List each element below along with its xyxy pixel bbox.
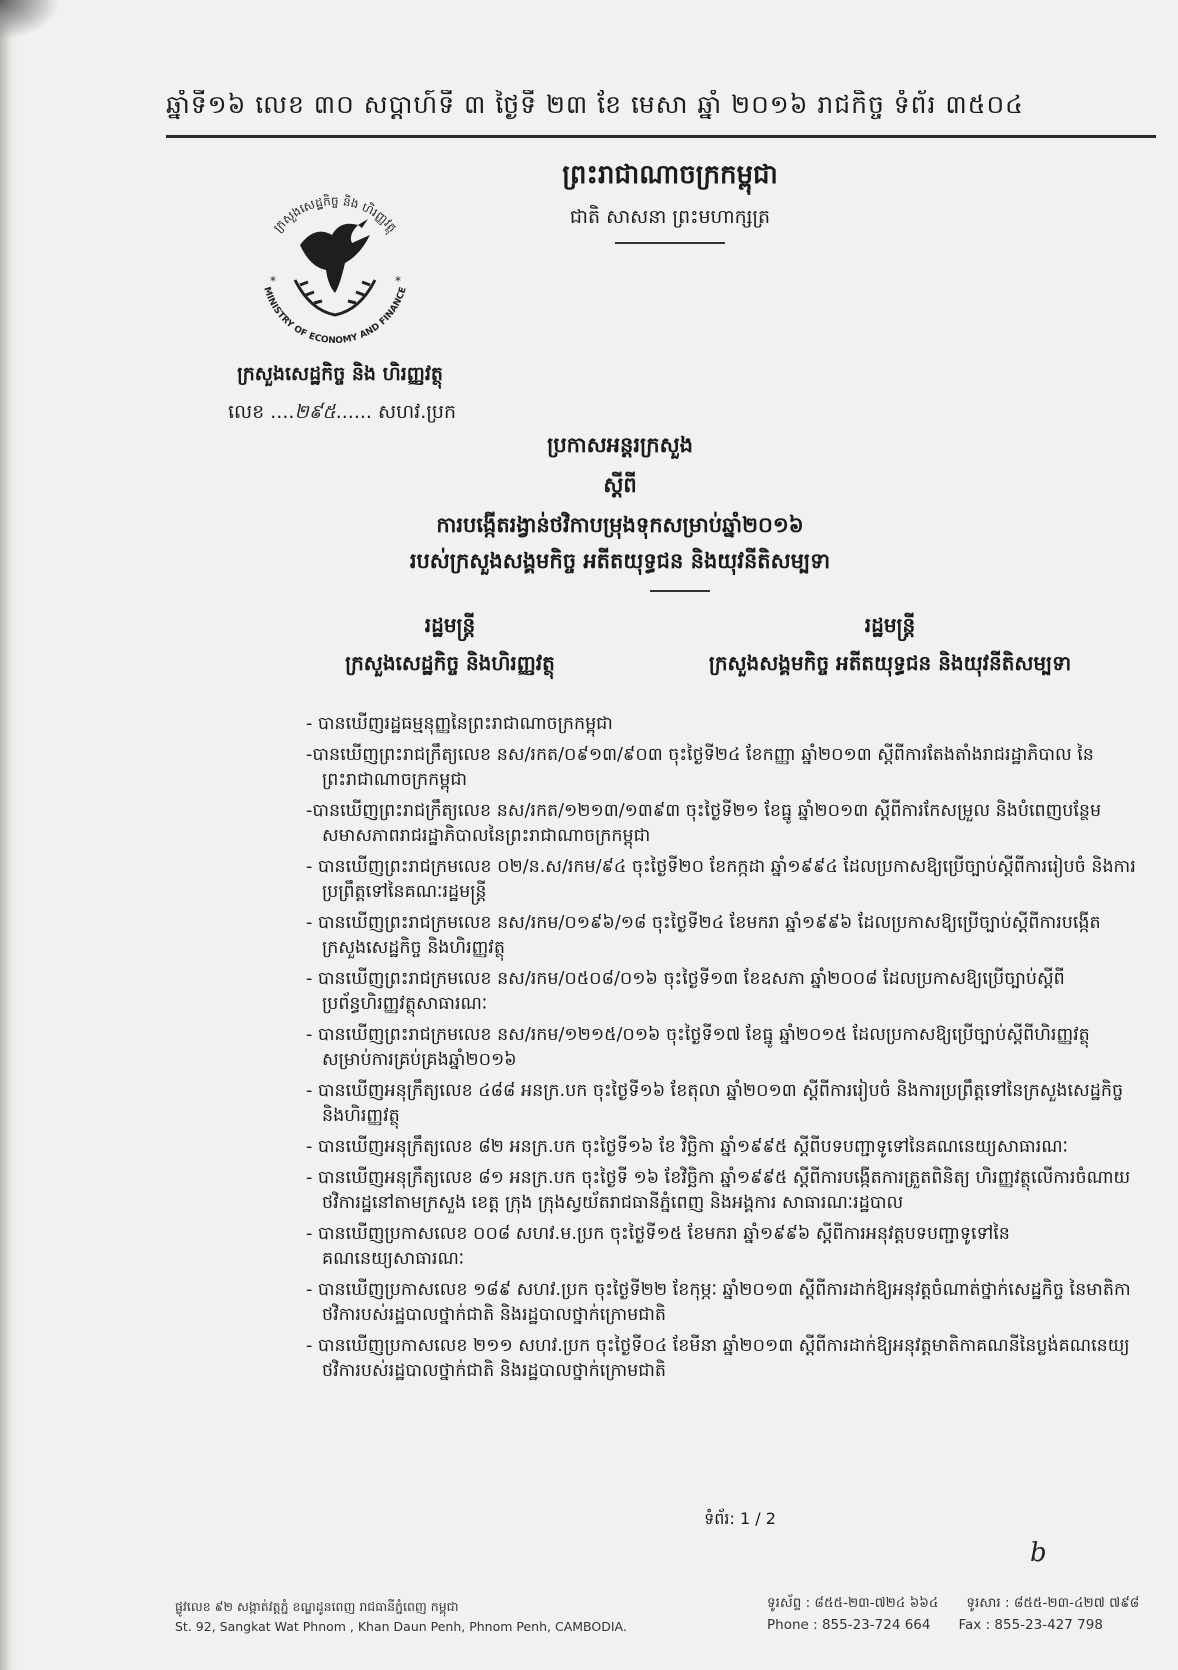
reference-item: - បានឃើញអនុក្រឹត្យលេខ ៤៨៨ អនក្រ.បក ចុះថ្ងៃទី១៦ ខែតុលា ឆ្នាំ២០១៣ ស្តីពីការរៀបចំ និងការប្រព្រឹត្តទៅនៃក្រសួងសេដ្ឋកិច្ចនិងហិរញ្ញវត្ថុ (306, 1081, 1124, 1126)
minister-left (300, 606, 600, 682)
reference-item: - បានឃើញប្រកាសលេខ ០០៨ សហវ.ម.ប្រក ចុះថ្ងៃទី១៥ ខែមករា ឆ្នាំ១៩៩៦ ស្តីពីការអនុវត្តបទបញ្ជាទូទៅនៃគណនេយ្យសាធារណៈ (306, 1224, 1010, 1269)
reference-item: - បានឃើញព្រះរាជក្រមលេខ ០២/ន.ស/រកម/៩៤ ចុះថ្ងៃទី២០ ខែកក្កដា ឆ្នាំ១៩៩៤ ដែលប្រកាសឱ្យប្រើច្បាប់ស្តីពីការរៀបចំ និងការប្រព្រឹត្តទៅនៃគណៈរដ្ឋមន្ត្រី (306, 857, 1136, 902)
reference-item: - បានឃើញអនុក្រឹត្យលេខ ៨២ អនក្រ.បក ចុះថ្ងៃទី១៦ ខែ វិច្ឆិកា ឆ្នាំ១៩៩៥ ស្តីពីបទបញ្ជាទូទៅនៃគណនេយ្យសាធារណៈ (306, 1137, 1068, 1157)
doc-subject-line1: ការបង្កើតរង្វាន់ថវិកាបម្រុងទុកសម្រាប់ឆ្នាំ២០១៦ (436, 512, 804, 537)
doc-type-title: ប្រកាសអន្តរក្រសួង (547, 432, 693, 457)
national-motto: ជាតិ សាសនា ព្រះមហាក្សត្រ (569, 206, 771, 228)
reference-item: - បានឃើញព្រះរាជក្រមលេខ នស/រកម/០១៩៦/១៨ ចុះថ្ងៃទី២៤ ខែមករា ឆ្នាំ១៩៩៦ ដែលប្រកាសឱ្យប្រើច្បាប់ស្តីពីការបង្កើតក្រសួងសេដ្ឋកិច្ច និងហិរញ្ញវត្ថុ (306, 913, 1101, 958)
reference-number: លេខ ....២៩៥...... សហវ.ប្រក (228, 401, 457, 423)
footer-contact (767, 1592, 1157, 1636)
minister-right-ministry: ក្រសួងសង្គមកិច្ច អតីតយុទ្ធជន និងយុវនីតិសម្បទា (708, 651, 1072, 675)
minister-right-role: រដ្ឋមន្ត្រី (864, 613, 916, 637)
kingdom-name: ព្រះរាជាណាចក្រកម្ពុជា (562, 160, 778, 190)
minister-left-role: រដ្ឋមន្ត្រី (424, 613, 476, 637)
reference-item: - បានឃើញរដ្ឋធម្មនុញ្ញនៃព្រះរាជាណាចក្រកម្ពុជា (306, 714, 613, 734)
gazette-header: ឆ្នាំទី១៦ លេខ ៣០ សប្តាហ៍ទី ៣ ថ្ងៃទី ២៣ ខែ មេសា ឆ្នាំ ២០១៦ រាជកិច្ច ទំព័រ ៣៥០៤ (166, 90, 1024, 119)
reference-item: -បានឃើញព្រះរាជក្រឹត្យលេខ នស/រកត/០៩១៣/៩០៣ ចុះថ្ងៃទី២៤ ខែកញ្ញា ឆ្នាំ២០១៣ ស្តីពីការតែងតាំងរាជរដ្ឋាភិបាល នៃព្រះរាជាណាចក្រកម្ពុជា (306, 745, 1094, 790)
page-indicator: ទំព័រ: 1 / 2 (704, 1509, 776, 1528)
reference-item: - បានឃើញប្រកាសលេខ ២១១ សហវ.ប្រក ចុះថ្ងៃទី០៤ ខែមីនា ឆ្នាំ២០១៣ ស្តីពីការដាក់ឱ្យអនុវត្តមាតិកាគណនីនៃប្លង់គណនេយ្យថវិការបស់រដ្ឋបាលថ្នាក់ជាតិ និងរដ្ឋបាលថ្នាក់ក្រោមជាតិ (306, 1336, 1130, 1381)
fax-en: Fax : 855-23-427 798 (958, 1617, 1103, 1633)
svg-text:*: * (270, 274, 276, 288)
phone-km: ទូរស័ព្ទ : ៨៥៥-២៣-៧២៤ ៦៦៤ (767, 1595, 939, 1611)
ref-number: ២៩៥ (294, 401, 336, 423)
minister-right (640, 606, 1140, 682)
fax-km: ទូរសារ : ៨៥៥-២៣-៤២៧ ៧៩៨ (966, 1595, 1140, 1611)
header-divider (166, 135, 1156, 138)
reference-item: - បានឃើញប្រកាសលេខ ១៨៩ សហវ.ប្រក ចុះថ្ងៃទី២២ ខែកុម្ភៈ ឆ្នាំ២០១៣ ស្តីពីការដាក់ឱ្យអនុវត្តចំណាត់ថ្នាក់សេដ្ឋកិច្ច នៃមាតិកាថវិការបស់រដ្ឋបាលថ្នាក់ជាតិ និងរដ្ឋបាលថ្នាក់ក្រោមជាតិ (306, 1280, 1131, 1325)
seal-text-bottom: MINISTRY OF ECONOMY AND FINANCE (261, 285, 409, 347)
phone-en: Phone : 855-23-724 664 (767, 1617, 931, 1633)
seal-text-top: ក្រសួងសេដ្ឋកិច្ច និង ហិរញ្ញវត្ថុ (270, 193, 400, 235)
address-km: ផ្លូវលេខ ៩២ សង្កាត់វត្តភ្នំ ខណ្ឌដូនពេញ រាជធានីភ្នំពេញ កម្ពុជា (175, 1599, 459, 1614)
doc-about: ស្តីពី (603, 472, 637, 497)
svg-text:ក្រសួងសេដ្ឋកិច្ច និង ហិរញ្ញវត្ (271, 193, 400, 237)
reference-item: -បានឃើញព្រះរាជក្រឹត្យលេខ នស/រកត/១២១៣/១៣៩៣ ចុះថ្ងៃទី២១ ខែធ្នូ ឆ្នាំ២០១៣ ស្តីពីការកែសម្រួល និងបំពេញបន្ថែម សមាសភាពរាជរដ្ឋាភិបាលនៃព្រះរាជាណាចក្រកម្ពុជា (306, 801, 1102, 846)
reference-item: - បានឃើញព្រះរាជក្រមលេខ នស/រកម/១២១៥/០១៦ ចុះថ្ងៃទី១៧ ខែធ្នូ ឆ្នាំ២០១៥ ដែលប្រកាសឱ្យប្រើច្បាប់ស្តីពីហិរញ្ញវត្ថុសម្រាប់ការគ្រប់គ្រងឆ្នាំ២០១៦ (306, 1025, 1090, 1070)
ministry-seal-icon (240, 175, 430, 360)
svg-text:*: * (395, 274, 401, 288)
ref-suffix: សហវ.ប្រក (378, 401, 457, 423)
reference-item: - បានឃើញព្រះរាជក្រមលេខ នស/រកម/០៥០៨/០១៦ ចុះថ្ងៃទី១៣ ខែឧសភា ឆ្នាំ២០០៨ ដែលប្រកាសឱ្យប្រើច្បាប់ស្តីពីប្រព័ន្ធហិរញ្ញវត្ថុសាធារណៈ (306, 969, 1065, 1014)
title-ornament (650, 590, 710, 592)
handwritten-initials: b (1030, 1538, 1047, 1568)
motto-ornament (615, 242, 725, 244)
legal-references (306, 712, 1136, 1390)
ref-prefix: លេខ (228, 401, 265, 423)
footer-address (175, 1597, 695, 1637)
issuing-ministry: ក្រសួងសេដ្ឋកិច្ច និង ហិរញ្ញវត្ថុ (237, 363, 443, 385)
minister-left-ministry: ក្រសួងសេដ្ឋកិច្ច និងហិរញ្ញវត្ថុ (345, 651, 555, 675)
doc-subject-line2: របស់ក្រសួងសង្គមកិច្ច អតីតយុទ្ធជន និងយុវនីតិសម្បទា (409, 548, 831, 573)
scan-corner-smudge (0, 0, 60, 40)
scan-edge-shadow (0, 0, 18, 1670)
reference-item: - បានឃើញអនុក្រឹត្យលេខ ៨១ អនក្រ.បក ចុះថ្ងៃទី ១៦ ខែវិច្ឆិកា ឆ្នាំ១៩៩៥ ស្តីពីការបង្កើតការត្រួតពិនិត្យ ហិរញ្ញវត្ថុលើការចំណាយថវិការដ្ឋនៅតាមក្រសួង ខេត្ត ក្រុង ក្រុងស្វយ័តរាជធានីភ្នំពេញ និងអង្គការ សាធារណៈរដ្ឋបាល (306, 1168, 1131, 1213)
address-en: St. 92, Sangkat Wat Phnom , Khan Daun Penh, Phnom Penh, CAMBODIA. (175, 1619, 627, 1634)
